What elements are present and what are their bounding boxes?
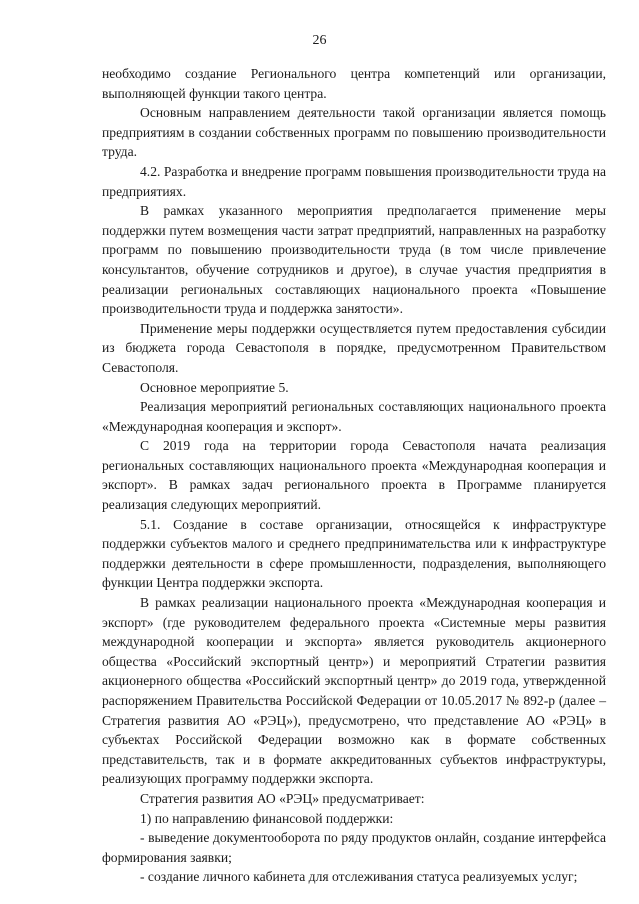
page-number: 26	[312, 33, 327, 48]
paragraph-6: Основное мероприятие 5.	[140, 379, 289, 395]
paragraph-10: В рамках реализации национального проекта «Международная кооперация и экспорт» (где руководителем федерального проекта «Системные меры развития международной кооперации и экспорта» является руководитель акционерного общества «Российский экспортный центр») и мероприятий Стратегии развития акционерного общества «Российский экспортный центр» до 2019 года, утвержденной распоряжением Правительства Российской Федерации от 10.05.2017 № 892-р (далее – Стратегия развития АО «РЭЦ»), предусмотрено, что представление АО «РЭЦ» в субъектах Российской Федерации возможно как в формате собственных представительств, так и в формате аккредитованных субъектов инфраструктуры, реализующих программу поддержки экспорта.	[102, 595, 606, 787]
paragraph-1: необходимо создание Регионального центра компетенций или организации, выполняющей функции такого центра.	[102, 66, 606, 101]
paragraph-12: 1) по направлению финансовой поддержки:	[140, 810, 394, 826]
paragraph-5: Применение меры поддержки осуществляется путем предоставления субсидии из бюджета города Севастополя в порядке, предусмотренном Правительством Севастополя.	[102, 320, 606, 375]
paragraph-4: В рамках указанного мероприятия предполагается применение меры поддержки путем возмещения части затрат предприятий, направленных на разработку программ по повышению производительности труда (в том числе привлечение консультантов, обучение сотрудников и другое), в случае участия предприятия в реализации региональных составляющих национального проекта «Повышение производительности труда и поддержка занятости».	[102, 203, 606, 317]
paragraph-11: Стратегия развития АО «РЭЦ» предусматривает:	[140, 790, 425, 806]
paragraph-13: - выведение документооборота по ряду продуктов онлайн, создание интерфейса формирования заявки;	[102, 830, 606, 865]
paragraph-14: - создание личного кабинета для отслеживания статуса реализуемых услуг;	[140, 869, 578, 885]
document-body	[102, 64, 606, 887]
paragraph-2: Основным направлением деятельности такой организации является помощь предприятиям в создании собственных программ по повышению производительности труда.	[102, 105, 606, 160]
paragraph-9: 5.1. Создание в составе организации, относящейся к инфраструктуре поддержки субъектов малого и среднего предпринимательства или к инфраструктуре поддержки деятельности в сфере промышленности, подразделения, выполняющего функции Центра поддержки экспорта.	[102, 516, 606, 591]
paragraph-7: Реализация мероприятий региональных составляющих национального проекта «Международная кооперация и экспорт».	[102, 399, 606, 434]
paragraph-8: С 2019 года на территории города Севастополя начата реализация региональных составляющих национального проекта «Международная кооперация и экспорт». В рамках задач регионального проекта в Программе планируется реализация следующих мероприятий.	[102, 438, 606, 513]
paragraph-3: 4.2. Разработка и внедрение программ повышения производительности труда на предприятиях.	[102, 163, 606, 199]
